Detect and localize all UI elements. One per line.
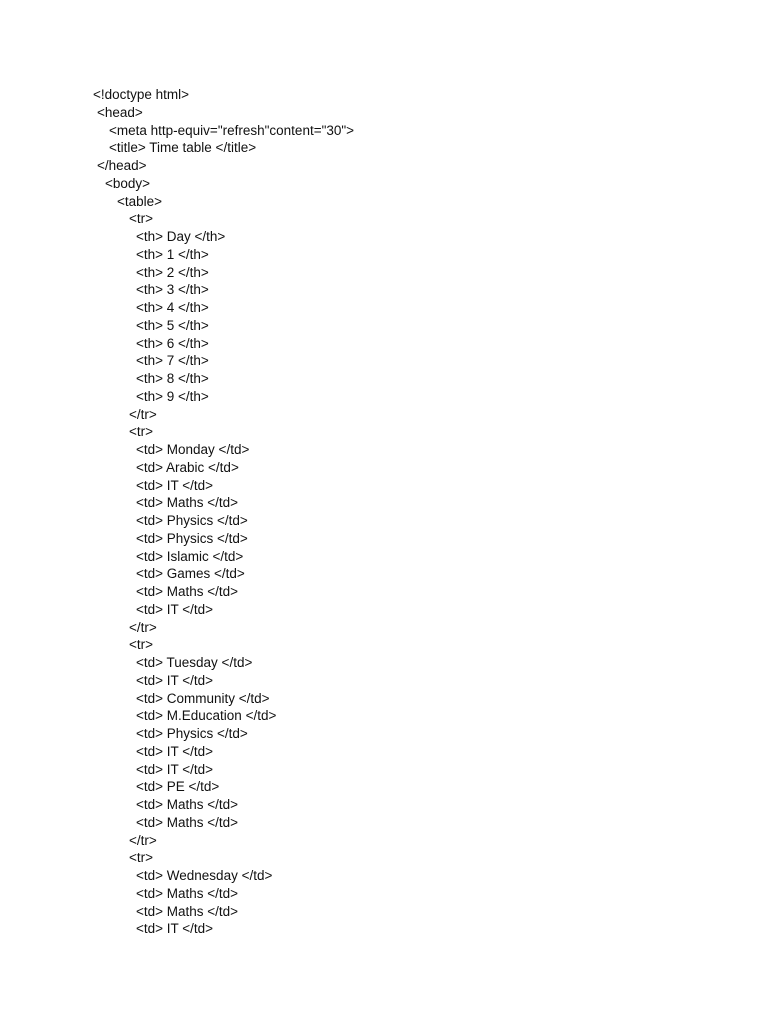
code-line: <body> [105,176,151,191]
code-line: <td> IT </td> [136,762,214,777]
code-line: <th> 5 </th> [136,318,209,333]
code-line: <head> [97,105,143,120]
code-line: <th> 7 </th> [136,353,209,368]
code-line: <td> M.Education </td> [136,708,277,723]
code-line: <th> 4 </th> [136,300,209,315]
code-line: </tr> [129,620,157,635]
code-line: <tr> [129,850,154,865]
code-line: <td> Wednesday </td> [136,868,273,883]
code-line: <th> 1 </th> [136,247,209,262]
code-line: <tr> [129,637,154,652]
code-line: <th> 3 </th> [136,282,209,297]
code-line: <meta http-equiv="refresh"content="30"> [109,123,355,138]
code-line: <th> 9 </th> [136,389,209,404]
code-line: <td> Maths </td> [136,495,239,510]
code-line: <th> 6 </th> [136,336,209,351]
code-line: <!doctype html> [93,87,190,102]
code-line: <td> Community </td> [136,691,270,706]
code-line: <th> Day </th> [136,229,226,244]
code-line: <td> Monday </td> [136,442,250,457]
code-line: <td> IT </td> [136,478,214,493]
code-line: <td> Physics </td> [136,726,248,741]
code-line: <td> Physics </td> [136,531,248,546]
code-line: <td> Maths </td> [136,797,239,812]
code-line: <td> Islamic </td> [136,549,244,564]
code-line: <table> [117,194,163,209]
code-line: <td> Maths </td> [136,886,239,901]
code-line: <td> Arabic </td> [136,460,239,475]
code-line: <tr> [129,211,154,226]
code-line: <th> 2 </th> [136,265,209,280]
code-line: </tr> [129,407,157,422]
code-line: <td> PE </td> [136,779,220,794]
code-line: <td> IT </td> [136,602,214,617]
code-line: <td> IT </td> [136,673,214,688]
code-line: <td> Physics </td> [136,513,248,528]
code-line: <td> IT </td> [136,744,214,759]
code-line: <title> Time table </title> [109,140,257,155]
code-line: <td> IT </td> [136,921,214,936]
code-line: <tr> [129,424,154,439]
code-line: <td> Games </td> [136,566,245,581]
code-line: <th> 8 </th> [136,371,209,386]
code-line: <td> Maths </td> [136,815,239,830]
code-line: <td> Maths </td> [136,584,239,599]
code-line: <td> Maths </td> [136,904,239,919]
code-line: </head> [97,158,147,173]
code-line: <td> Tuesday </td> [136,655,253,670]
code-line: </tr> [129,833,157,848]
